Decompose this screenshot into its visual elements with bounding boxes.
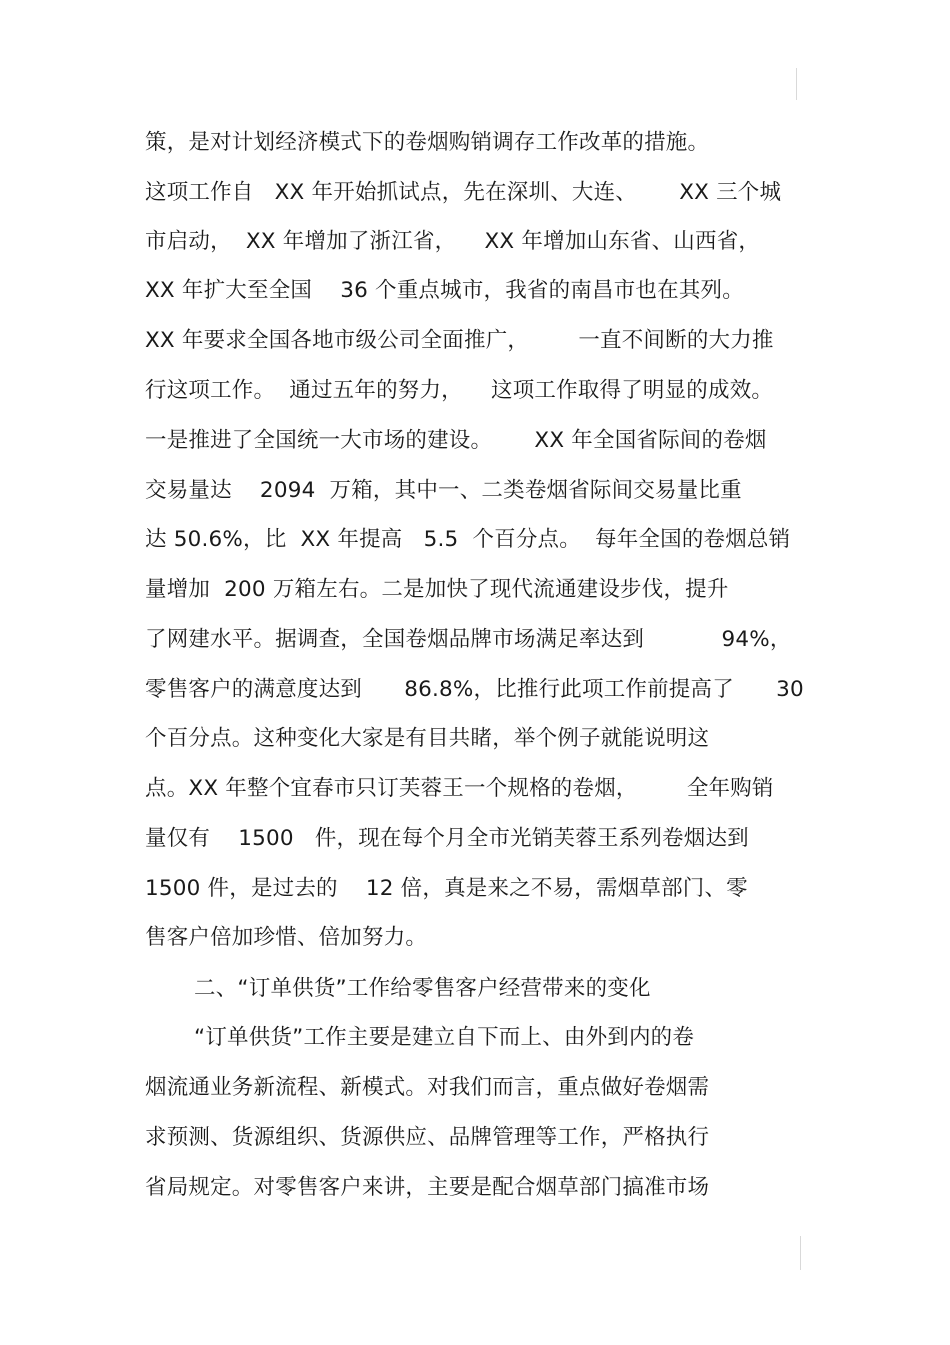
paragraph-line: 1500 件，是过去的 12 倍，真是来之不易，需烟草部门、零 [145, 876, 748, 901]
paragraph-line: 行这项工作。 通过五年的努力， 这项工作取得了明显的成效。 [145, 378, 774, 403]
paragraph-line: 求预测、货源组织、货源供应、品牌管理等工作，严格执行 [145, 1125, 710, 1150]
paragraph-line: 这项工作自 XX 年开始抓试点，先在深圳、大连、 XX 三个城 [145, 180, 782, 205]
page-margin-mark-bottom [800, 1236, 801, 1270]
paragraph-line: 达 50.6%，比 XX 年提高 5.5 个百分点。 每年全国的卷烟总销 [145, 527, 791, 552]
paragraph-line: 零售客户的满意度达到 86.8%，比推行此项工作前提高了 30 [145, 677, 804, 702]
paragraph-line: 省局规定。对零售客户来讲，主要是配合烟草部门搞准市场 [145, 1175, 710, 1200]
section-heading: 二、“订单供货”工作给零售客户经营带来的变化 [194, 976, 651, 1001]
paragraph-line: XX 年要求全国各地市级公司全面推广， 一直不间断的大力推 [145, 328, 774, 353]
paragraph-line: 一是推进了全国统一大市场的建设。 XX 年全国省际间的卷烟 [145, 428, 767, 453]
paragraph-line: XX 年扩大至全国 36 个重点城市，我省的南昌市也在其列。 [145, 278, 744, 303]
paragraph-line: 策，是对计划经济模式下的卷烟购销调存工作改革的措施。 [145, 130, 710, 155]
paragraph-line: “订单供货”工作主要是建立自下而上、由外到内的卷 [194, 1025, 695, 1050]
paragraph-line: 量增加 200 万箱左右。二是加快了现代流通建设步伐，提升 [145, 577, 729, 602]
paragraph-line: 点。XX 年整个宜春市只订芙蓉王一个规格的卷烟， 全年购销 [145, 776, 774, 801]
paragraph-line: 量仅有 1500 件，现在每个月全市光销芙蓉王系列卷烟达到 [145, 826, 749, 851]
paragraph-line: 烟流通业务新流程、新模式。对我们而言，重点做好卷烟需 [145, 1075, 710, 1100]
paragraph-line: 售客户倍加珍惜、倍加努力。 [145, 925, 428, 950]
paragraph-line: 了网建水平。据调查，全国卷烟品牌市场满足率达到 94%， [145, 627, 792, 652]
paragraph-line: 市启动， XX 年增加了浙江省， XX 年增加山东省、山西省， [145, 229, 761, 254]
paragraph-line: 个百分点。这种变化大家是有目共睹，举个例子就能说明这 [145, 726, 710, 751]
paragraph-line: 交易量达 2094 万箱，其中一、二类卷烟省际间交易量比重 [145, 478, 742, 503]
page-margin-mark-top [796, 68, 797, 100]
